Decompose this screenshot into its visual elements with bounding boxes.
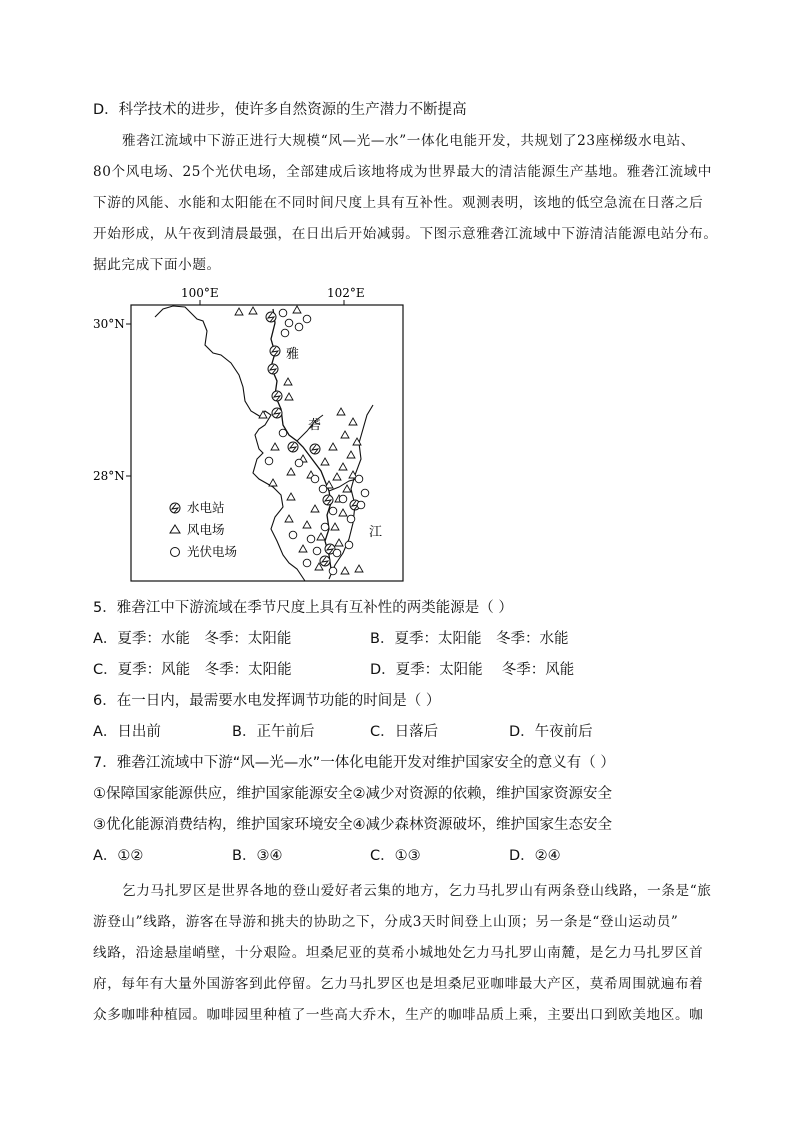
wind-farm-icon bbox=[333, 473, 341, 480]
wind-farm-icon bbox=[285, 515, 293, 522]
wind-farm-icon bbox=[284, 378, 292, 385]
passage1-line: 下游的风能、水能和太阳能在不同时间尺度上具有互补性。观测表明，该地的低空急流在日落之后 bbox=[93, 195, 704, 211]
solar-farm-icon bbox=[295, 459, 303, 467]
solar-farm-icon bbox=[303, 559, 311, 567]
solar-farm-icon bbox=[345, 541, 353, 549]
q5-option-d[interactable]: D．夏季：太阳能 冬季：风能 bbox=[370, 662, 575, 678]
solar-farm-icon bbox=[307, 535, 315, 543]
lon-label: 102°E bbox=[327, 286, 365, 300]
passage1-line: 80个风电场、25个光伏电场，全部建成后该地将成为世界最大的清洁能源生产基地。雅砻江流域中 bbox=[93, 164, 712, 180]
wind-farm-icon bbox=[329, 443, 337, 450]
option-d-intro: D．科学技术的进步，使许多自然资源的生产潜力不断提高 bbox=[93, 102, 467, 118]
basin-boundary-west bbox=[155, 306, 305, 581]
passage2-line: 游登山”线路，游客在导游和挑夫的协助之下，分成3天时间登上山顶；另一条是“登山运动员” bbox=[93, 914, 679, 930]
solar-farm-icon bbox=[329, 507, 337, 515]
hydro-station-icon bbox=[323, 495, 333, 505]
passage2-line: 众多咖啡种植园。咖啡园里种植了一些高大乔木，生产的咖啡品质上乘，主要出口到欧美地区。咖 bbox=[93, 1007, 704, 1023]
wind-farm-icon bbox=[287, 493, 295, 500]
hydro-station-icon bbox=[170, 503, 180, 513]
map-frame bbox=[131, 305, 403, 581]
q7-statement-line: ①保障国家能源供应，维护国家能源安全②减少对资源的依赖，维护国家资源安全 bbox=[93, 786, 612, 802]
yalong-river-map bbox=[93, 283, 413, 585]
q5-option-a[interactable]: A．夏季：水能 冬季：太阳能 bbox=[93, 631, 292, 647]
solar-farm-icon bbox=[357, 501, 365, 509]
solar-farm-icon bbox=[311, 475, 319, 483]
question-5-stem: 5．雅砻江中下游流域在季节尺度上具有互补性的两类能源是（ ） bbox=[93, 600, 513, 616]
solar-farm-icon bbox=[347, 515, 355, 523]
hydro-station-icon bbox=[272, 408, 282, 418]
q6-option-b[interactable]: B．正午前后 bbox=[232, 724, 315, 740]
wind-farm-icon bbox=[271, 443, 279, 450]
q6-option-d[interactable]: D．午夜前后 bbox=[509, 724, 593, 740]
hydro-station-icon bbox=[288, 442, 298, 452]
passage2-line: 府，每年有大量外国游客到此停留。乞力马扎罗区也是坦桑尼亚咖啡最大产区，莫希周围就遍布着 bbox=[93, 976, 704, 992]
hydro-station-icon bbox=[320, 556, 330, 566]
solar-farm-icon bbox=[313, 547, 321, 555]
hydro-station-icon bbox=[266, 312, 276, 322]
wind-farm-icon bbox=[170, 525, 180, 533]
wind-farm-icon bbox=[269, 479, 277, 486]
legend-label: 风电场 bbox=[187, 522, 225, 537]
wind-farm-icon bbox=[341, 431, 349, 438]
wind-farm-icon bbox=[293, 306, 301, 313]
hydro-stations bbox=[266, 312, 360, 566]
river-label: 江 bbox=[369, 525, 383, 540]
lat-label: 28°N bbox=[93, 469, 125, 483]
passage1-line: 雅砻江流域中下游正进行大规模“风—光—水”一体化电能开发，共规划了23座梯级水电站、 bbox=[122, 133, 695, 149]
hydro-station-icon bbox=[270, 346, 280, 356]
wind-farm-icon bbox=[343, 485, 351, 492]
wind-farm-icon bbox=[321, 458, 329, 465]
solar-farm-icon bbox=[319, 485, 327, 493]
map-svg bbox=[93, 283, 413, 585]
q5-option-b[interactable]: B．夏季：太阳能 冬季：水能 bbox=[370, 631, 569, 647]
passage1-line: 开始形成，从午夜到清晨最强，在日出后开始减弱。下图示意雅砻江流域中下游清洁能源电站分布。 bbox=[93, 226, 718, 242]
solar-farm-icon bbox=[303, 315, 311, 323]
wind-farm-icon bbox=[285, 393, 293, 400]
solar-farm-icon bbox=[279, 309, 287, 317]
solar-farm-icon bbox=[329, 567, 337, 575]
wind-farm-icon bbox=[235, 308, 243, 315]
lat-label: 30°N bbox=[93, 317, 125, 331]
hydro-station-icon bbox=[272, 391, 282, 401]
map-legend bbox=[170, 500, 237, 559]
river-label: 雅 bbox=[286, 347, 300, 362]
solar-farm-icon bbox=[321, 523, 329, 531]
river-label: 砻 bbox=[308, 418, 322, 433]
legend-label: 水电站 bbox=[187, 500, 225, 515]
question-6-stem: 6．在一日内，最需要水电发挥调节功能的时间是（ ） bbox=[93, 693, 441, 709]
q7-option-c[interactable]: C．①③ bbox=[370, 848, 421, 864]
wind-farm-icon bbox=[335, 539, 343, 546]
solar-farm-icon bbox=[285, 319, 293, 327]
q6-option-c[interactable]: C．日落后 bbox=[370, 724, 439, 740]
q7-option-d[interactable]: D．②④ bbox=[509, 848, 561, 864]
solar-farm-icon bbox=[295, 323, 303, 331]
wind-farm-icon bbox=[311, 505, 319, 512]
solar-farms bbox=[265, 309, 369, 575]
passage1-line: 据此完成下面小题。 bbox=[93, 257, 221, 273]
wind-farm-icon bbox=[331, 523, 339, 530]
passage2-line: 线路，沿途悬崖峭壁，十分艰险。坦桑尼亚的莫希小城地处乞力马扎罗山南麓，是乞力马扎罗区首 bbox=[93, 945, 704, 961]
hydro-station-icon bbox=[268, 364, 278, 374]
solar-farm-icon bbox=[281, 329, 289, 337]
wind-farm-icon bbox=[339, 463, 347, 470]
q6-option-a[interactable]: A．日出前 bbox=[93, 724, 161, 740]
wind-farm-icon bbox=[317, 533, 325, 540]
solar-farm-icon bbox=[279, 429, 287, 437]
q7-option-a[interactable]: A．①② bbox=[93, 848, 144, 864]
question-7-stem: 7．雅砻江流域中下游“风—光—水”一体化电能开发对维护国家安全的意义有（ ） bbox=[93, 755, 615, 771]
wind-farm-icon bbox=[299, 545, 307, 552]
wind-farm-icon bbox=[347, 451, 355, 458]
solar-farm-icon bbox=[339, 495, 347, 503]
q7-statement-line: ③优化能源消费结构，维护国家环境安全④减少森林资源破坏，维护国家生态安全 bbox=[93, 817, 612, 833]
solar-farm-icon bbox=[333, 549, 341, 557]
wind-farm-icon bbox=[303, 521, 311, 528]
wind-farm-icon bbox=[355, 565, 363, 572]
q7-option-b[interactable]: B．③④ bbox=[232, 848, 283, 864]
wind-farm-icon bbox=[349, 418, 357, 425]
hydro-station-icon bbox=[310, 444, 320, 454]
passage2-line: 乞力马扎罗区是世界各地的登山爱好者云集的地方，乞力马扎罗山有两条登山线路，一条是“旅 bbox=[122, 883, 712, 899]
solar-farm-icon bbox=[265, 457, 273, 465]
wind-farm-icon bbox=[287, 468, 295, 475]
wind-farm-icon bbox=[341, 567, 349, 574]
solar-farm-icon bbox=[361, 489, 369, 497]
q5-option-c[interactable]: C．夏季：风能 冬季：太阳能 bbox=[93, 662, 292, 678]
wind-farm-icon bbox=[249, 307, 257, 314]
wind-farm-icon bbox=[339, 509, 347, 516]
solar-farm-icon bbox=[355, 475, 363, 483]
legend-label: 光伏电场 bbox=[187, 544, 238, 559]
solar-farm-icon bbox=[171, 548, 180, 557]
lon-label: 100°E bbox=[181, 286, 219, 300]
solar-farm-icon bbox=[289, 531, 297, 539]
wind-farm-icon bbox=[337, 408, 345, 415]
